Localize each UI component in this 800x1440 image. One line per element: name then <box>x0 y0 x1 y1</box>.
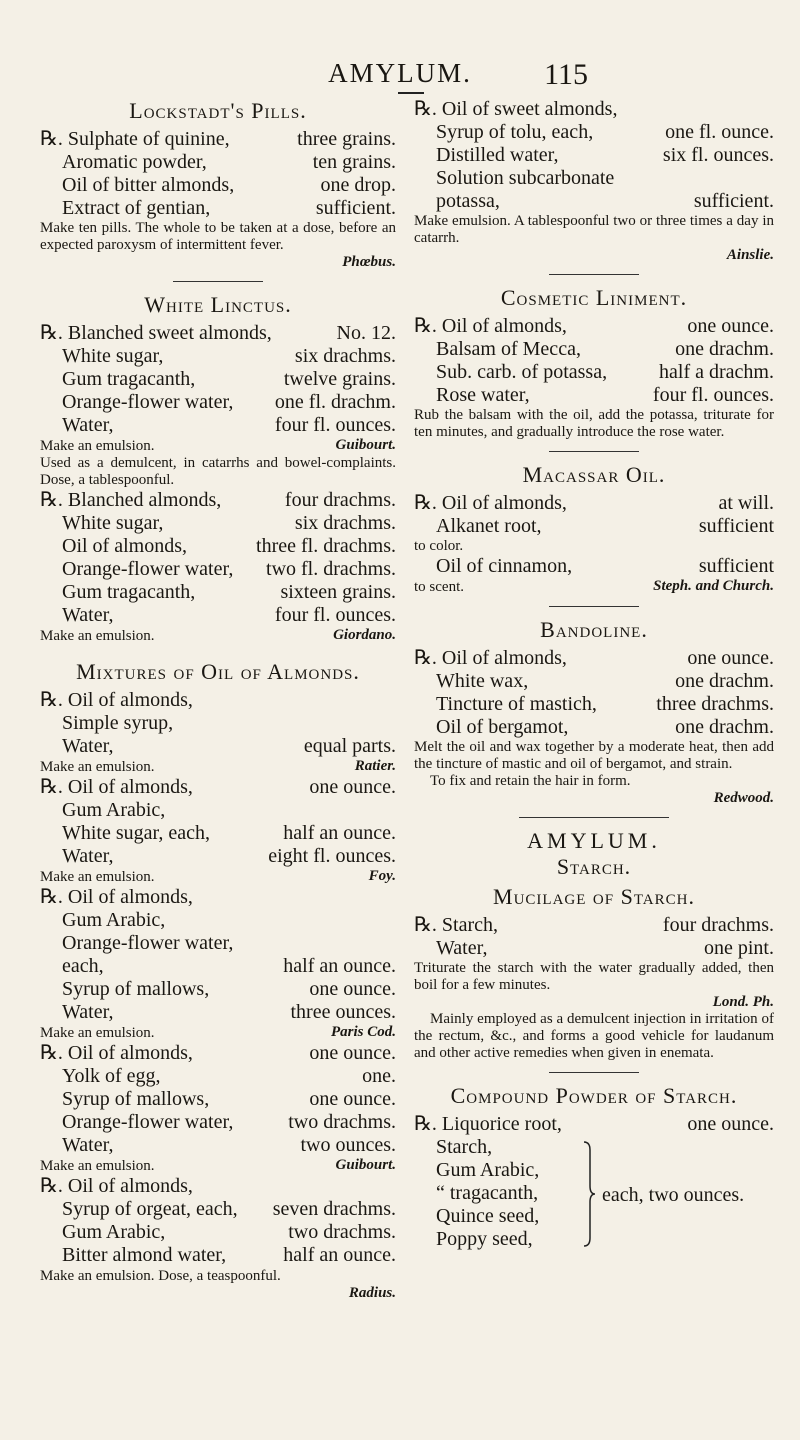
ingredient-amount: twelve grains. <box>283 368 396 390</box>
ingredient-line <box>40 558 396 581</box>
ingredient-line <box>40 712 396 735</box>
ingredient-name: Balsam of Mecca, <box>436 338 581 360</box>
ingredient-line <box>40 822 396 845</box>
ingredient-amount: eight fl. ounces. <box>268 845 396 867</box>
make-text: Make an emulsion. <box>40 628 155 644</box>
make-text: Make an emulsion. <box>40 869 155 885</box>
ingredient-amount: six drachms. <box>294 512 396 534</box>
divider <box>549 1072 639 1073</box>
ingredient-name: ℞. Oil of almonds, <box>414 492 567 514</box>
section-title-mixtures: Mixtures of Oil of Almonds. <box>76 659 360 684</box>
ingredient-amount: at will. <box>718 492 774 514</box>
ingredient-amount: four fl. ounces. <box>274 604 396 626</box>
recipe-author: Lond. Ph. <box>712 994 774 1010</box>
ingredient-line <box>414 384 774 407</box>
ingredient-name: Yolk of egg, <box>62 1065 161 1087</box>
recipe-note: Make ten pills. The whole to be taken at a dose, before an expected paroxysm of intermittent fever. <box>40 220 396 253</box>
ingredient-name: Solution subcarbonate <box>436 167 615 189</box>
ingredient-amount: three grains. <box>297 128 396 150</box>
recipe-instruction <box>40 868 396 886</box>
recipe-note: To fix and retain the hair in form. <box>430 773 631 789</box>
ingredient-amount: sufficient <box>698 555 774 577</box>
ingredient-amount: sufficient. <box>693 190 774 212</box>
ingredient-name: Gum Arabic, <box>436 1159 540 1181</box>
ingredient-name: White sugar, <box>62 345 164 367</box>
ingredient-amount: half an ounce. <box>283 1244 396 1266</box>
ingredient-line <box>40 1175 396 1198</box>
divider <box>173 281 263 282</box>
section-title-white-linctus: White Linctus. <box>144 292 292 317</box>
recipe-mixture-3 <box>40 886 396 1024</box>
ingredient-name: Gum Arabic, <box>62 799 166 821</box>
ingredient-amount: half a drachm. <box>659 361 774 383</box>
section-title-mucilage: Mucilage of Starch. <box>493 884 695 909</box>
ingredient-name: Syrup of mallows, <box>62 978 210 1000</box>
divider <box>549 606 639 607</box>
ingredient-line <box>40 1065 396 1088</box>
ingredient-name: ℞. Liquorice root, <box>414 1113 562 1135</box>
recipe-instruction <box>40 437 396 455</box>
recipe-note: Make emulsion. A tablespoonful two or three times a day in catarrh. <box>414 213 774 246</box>
ingredient-amount: sixteen grains. <box>280 581 396 603</box>
recipe-author: Guibourt. <box>335 437 396 453</box>
ingredient-amount: three fl. drachms. <box>256 535 396 557</box>
ingredient-line <box>40 1244 396 1267</box>
ingredient-name: Orange-flower water, <box>62 391 234 413</box>
ingredient-line <box>414 515 774 538</box>
ingredient-name: White sugar, each, <box>62 822 211 844</box>
make-text: Make an emulsion. Dose, a teaspoonful. <box>40 1268 281 1284</box>
ingredient-name: Water, <box>62 604 114 626</box>
ingredient-line <box>414 121 774 144</box>
recipe-white-linctus-1 <box>40 322 396 437</box>
ingredient-line <box>40 489 396 512</box>
recipe-instruction <box>40 1267 396 1285</box>
ingredient-amount: two fl. drachms. <box>266 558 396 580</box>
ingredient-name: ℞. Oil of almonds, <box>40 776 193 798</box>
ingredient-name: Oil of almonds, <box>62 535 187 557</box>
section-title-cosmetic: Cosmetic Liniment. <box>500 285 688 310</box>
ingredient-line <box>414 492 774 515</box>
recipe-mixture-5 <box>40 1175 396 1267</box>
ingredient-name: Gum tragacanth, <box>62 368 196 390</box>
ingredient-line <box>40 581 396 604</box>
recipe-bandoline <box>414 647 774 739</box>
ingredient-amount: four fl. ounces. <box>274 414 396 436</box>
ingredient-amount: one drop. <box>320 174 396 196</box>
ingredient-name: ℞. Blanched sweet almonds, <box>40 322 272 344</box>
ingredient-name: Water, <box>436 937 488 959</box>
ingredient-line <box>414 555 774 578</box>
ingredient-name: Water, <box>62 414 114 436</box>
ingredient-name: Extract of gentian, <box>62 197 211 219</box>
ingredient-line <box>414 1113 774 1136</box>
ingredient-name: Sub. carb. of potassa, <box>436 361 608 383</box>
ingredient-line <box>40 955 396 978</box>
ingredient-amount: four drachms. <box>284 489 396 511</box>
ingredient-name: ℞. Oil of almonds, <box>40 1175 193 1197</box>
ingredient-amount: one ounce. <box>687 647 774 669</box>
ingredient-name: Syrup of tolu, each, <box>436 121 594 143</box>
section-title-bandoline: Bandoline. <box>540 617 648 642</box>
ingredient-line <box>40 197 396 220</box>
ingredient-amount: one ounce. <box>687 315 774 337</box>
recipe-author: Redwood. <box>713 790 774 806</box>
ingredient-amount: equal parts. <box>303 735 396 757</box>
ingredient-name: Water, <box>62 1001 114 1023</box>
ingredient-line <box>40 1042 396 1065</box>
ingredient-amount: one drachm. <box>675 670 774 692</box>
ingredient-line <box>40 1088 396 1111</box>
ingredient-name: ℞. Oil of almonds, <box>40 1042 193 1064</box>
ingredient-line <box>40 978 396 1001</box>
recipe-note: Rub the balsam with the oil, add the potassa, triturate for ten minutes, and gradually introduce the rose water. <box>414 407 774 440</box>
ingredient-amount: seven drachms. <box>272 1198 396 1220</box>
make-text: Make an emulsion. <box>40 759 155 775</box>
running-title: AMYLUM. <box>328 58 472 88</box>
left-column <box>40 98 396 1302</box>
ingredient-name: ℞. Oil of almonds, <box>414 647 567 669</box>
ingredient-line <box>414 315 774 338</box>
ingredient-name: ℞. Oil of sweet almonds, <box>414 98 618 120</box>
recipe-mucilage <box>414 914 774 960</box>
ingredient-name: Syrup of mallows, <box>62 1088 210 1110</box>
ingredient-line <box>414 144 774 167</box>
make-text: Make an emulsion. <box>40 1025 155 1041</box>
ingredient-line <box>40 1198 396 1221</box>
ingredient-name: Quince seed, <box>436 1205 540 1227</box>
ingredient-amount: one ounce. <box>687 1113 774 1135</box>
ingredient-amount: one. <box>362 1065 396 1087</box>
recipe-lockstadt <box>40 128 396 220</box>
recipe-author: Ainslie. <box>726 247 774 263</box>
curly-brace <box>582 1140 596 1248</box>
page-header <box>0 58 800 98</box>
section-title-compound: Compound Powder of Starch. <box>450 1083 738 1108</box>
recipe-instruction <box>40 1024 396 1042</box>
ingredient-line <box>436 1182 596 1205</box>
braced-list <box>414 1136 596 1251</box>
ingredient-line <box>40 128 396 151</box>
ingredient-name: Water, <box>62 845 114 867</box>
ingredient-amount: sufficient. <box>315 197 396 219</box>
recipe-mixture-1 <box>40 689 396 758</box>
recipe-instruction <box>414 578 774 596</box>
ingredient-line <box>436 1136 596 1159</box>
ingredient-amount: six drachms. <box>294 345 396 367</box>
recipe-author: Ratier. <box>354 758 396 774</box>
ingredient-name: ℞. Oil of almonds, <box>40 689 193 711</box>
ingredient-line <box>414 98 774 121</box>
ingredient-line <box>414 190 774 213</box>
ingredient-line <box>40 886 396 909</box>
ingredient-name: ℞. Starch, <box>414 914 499 936</box>
ingredient-amount: one ounce. <box>309 1042 396 1064</box>
make-text: Make an emulsion. <box>40 1158 155 1174</box>
recipe-author: Giordano. <box>333 627 396 643</box>
ingredient-line <box>40 1221 396 1244</box>
ingredient-name: Rose water, <box>436 384 530 406</box>
ingredient-line <box>40 1134 396 1157</box>
ingredient-line <box>40 1001 396 1024</box>
ingredient-name: Tincture of mastich, <box>436 693 597 715</box>
recipe-instruction <box>40 1157 396 1175</box>
ingredient-name: “ tragacanth, <box>436 1182 539 1204</box>
ingredient-name: Poppy seed, <box>436 1228 533 1250</box>
ingredient-name: ℞. Blanched almonds, <box>40 489 222 511</box>
ingredient-amount: six fl. ounces. <box>662 144 774 166</box>
ingredient-amount: one ounce. <box>309 1088 396 1110</box>
ingredient-line <box>40 735 396 758</box>
recipe-instruction <box>40 627 396 645</box>
ingredient-name: Syrup of orgeat, each, <box>62 1198 238 1220</box>
section-title-macassar: Macassar Oil. <box>522 462 666 487</box>
make-text: Make an emulsion. <box>40 438 155 454</box>
recipe-sweet-almonds <box>414 98 774 213</box>
recipe-mixture-4 <box>40 1042 396 1157</box>
ingredient-line <box>414 914 774 937</box>
divider <box>549 451 639 452</box>
ingredient-amount: one drachm. <box>675 338 774 360</box>
ingredient-line <box>40 604 396 627</box>
ingredient-name: Simple syrup, <box>62 712 174 734</box>
ingredient-line <box>40 1111 396 1134</box>
recipe-note: Mainly employed as a demulcent injection in irritation of the rectum, &c., and forms a good vehicle for laudanum and other active remedies when given in enemata. <box>414 1011 774 1061</box>
ingredient-name: Oil of cinnamon, <box>436 555 573 577</box>
ingredient-name: Orange-flower water, <box>62 932 234 954</box>
ingredient-name: Oil of bitter almonds, <box>62 174 235 196</box>
ingredient-line <box>436 1205 596 1228</box>
ingredient-name: Alkanet root, <box>436 515 542 537</box>
ingredient-amount: half an ounce. <box>283 822 396 844</box>
ingredient-name: ℞. Oil of almonds, <box>414 315 567 337</box>
recipe-author: Foy. <box>368 868 396 884</box>
ingredient-line <box>40 322 396 345</box>
ingredient-line <box>414 693 774 716</box>
ingredient-amount: one ounce. <box>309 978 396 1000</box>
divider <box>519 817 669 818</box>
ingredient-line <box>40 689 396 712</box>
ingredient-amount: one fl. drachm. <box>274 391 396 413</box>
ingredient-amount: one drachm. <box>675 716 774 738</box>
ingredient-line <box>436 1228 596 1251</box>
ingredient-name: Gum Arabic, <box>62 1221 166 1243</box>
ingredient-line <box>414 361 774 384</box>
ingredient-qualifier: to color. <box>414 538 464 554</box>
braced-amount: each, two ounces. <box>602 1184 745 1206</box>
ingredient-line <box>40 151 396 174</box>
ingredient-line <box>414 937 774 960</box>
ingredient-line <box>40 391 396 414</box>
ingredient-qualifier: to scent. <box>414 579 464 595</box>
recipe-author: Phœbus. <box>342 254 396 270</box>
ingredient-amount: three drachms. <box>656 693 774 715</box>
ingredient-line <box>40 174 396 197</box>
ingredient-name: ℞. Sulphate of quinine, <box>40 128 230 150</box>
ingredient-line <box>414 670 774 693</box>
recipe-note: Triturate the starch with the water gradually added, then boil for a few minutes. <box>414 960 774 993</box>
ingredient-amount: one ounce. <box>309 776 396 798</box>
ingredient-name: Aromatic powder, <box>62 151 207 173</box>
ingredient-line <box>40 345 396 368</box>
ingredient-amount: one pint. <box>704 937 774 959</box>
divider <box>549 274 639 275</box>
ingredient-line <box>40 368 396 391</box>
spacer <box>40 645 396 659</box>
recipe-cosmetic <box>414 315 774 407</box>
ingredient-line <box>414 338 774 361</box>
ingredient-name: Orange-flower water, <box>62 558 234 580</box>
ingredient-line <box>436 1159 596 1182</box>
ingredient-name: Gum Arabic, <box>62 909 166 931</box>
ingredient-line <box>40 512 396 535</box>
ingredient-name: Water, <box>62 735 114 757</box>
section-title-lockstadt: Lockstadt's Pills. <box>129 98 307 123</box>
section-title-amylum: AMYLUM. <box>527 828 661 853</box>
ingredient-line <box>40 845 396 868</box>
right-column <box>414 98 774 1251</box>
ingredient-line <box>414 647 774 670</box>
ingredient-name: White sugar, <box>62 512 164 534</box>
ingredient-line <box>40 776 396 799</box>
recipe-author: Radius. <box>348 1285 396 1301</box>
ingredient-name: Gum tragacanth, <box>62 581 196 603</box>
ingredient-amount: half an ounce. <box>283 955 396 977</box>
ingredient-amount: sufficient <box>698 515 774 537</box>
ingredient-line <box>40 799 396 822</box>
header-rule <box>398 92 424 94</box>
ingredient-line <box>40 932 396 955</box>
ingredient-line <box>40 414 396 437</box>
ingredient-line <box>40 909 396 932</box>
ingredient-line <box>40 535 396 558</box>
ingredient-amount: ten grains. <box>312 151 396 173</box>
ingredient-name: Bitter almond water, <box>62 1244 227 1266</box>
ingredient-line <box>414 716 774 739</box>
recipe-author: Guibourt. <box>335 1157 396 1173</box>
ingredient-name: Water, <box>62 1134 114 1156</box>
ingredient-name: White wax, <box>436 670 529 692</box>
ingredient-amount: No. 12. <box>336 322 396 344</box>
ingredient-amount: three ounces. <box>290 1001 396 1023</box>
ingredient-amount: two drachms. <box>288 1221 396 1243</box>
ingredient-amount: two ounces. <box>300 1134 396 1156</box>
recipe-instruction <box>40 758 396 776</box>
ingredient-name: Oil of bergamot, <box>436 716 569 738</box>
recipe-author: Paris Cod. <box>330 1024 396 1040</box>
ingredient-line <box>414 167 774 190</box>
recipe-white-linctus-2 <box>40 489 396 627</box>
ingredient-name: Starch, <box>436 1136 493 1158</box>
recipe-note: Used as a demulcent, in catarrhs and bowel-complaints. Dose, a tablespoonful. <box>40 455 396 488</box>
ingredient-amount: four fl. ounces. <box>652 384 774 406</box>
ingredient-name: Orange-flower water, <box>62 1111 234 1133</box>
braced-ingredients <box>414 1136 774 1251</box>
ingredient-name: ℞. Oil of almonds, <box>40 886 193 908</box>
ingredient-name: each, <box>62 955 104 977</box>
recipe-mixture-2 <box>40 776 396 868</box>
ingredient-amount: two drachms. <box>288 1111 396 1133</box>
recipe-note: Melt the oil and wax together by a moderate heat, then add the tincture of mastic and oil of bergamot, and strain. <box>414 739 774 772</box>
ingredient-amount: one fl. ounce. <box>665 121 774 143</box>
page-number: 115 <box>544 58 588 91</box>
subtitle-starch: Starch. <box>556 854 632 879</box>
ingredient-name: potassa, <box>436 190 500 212</box>
ingredient-name: Distilled water, <box>436 144 559 166</box>
ingredient-amount: four drachms. <box>662 914 774 936</box>
recipe-author: Steph. and Church. <box>653 578 774 594</box>
